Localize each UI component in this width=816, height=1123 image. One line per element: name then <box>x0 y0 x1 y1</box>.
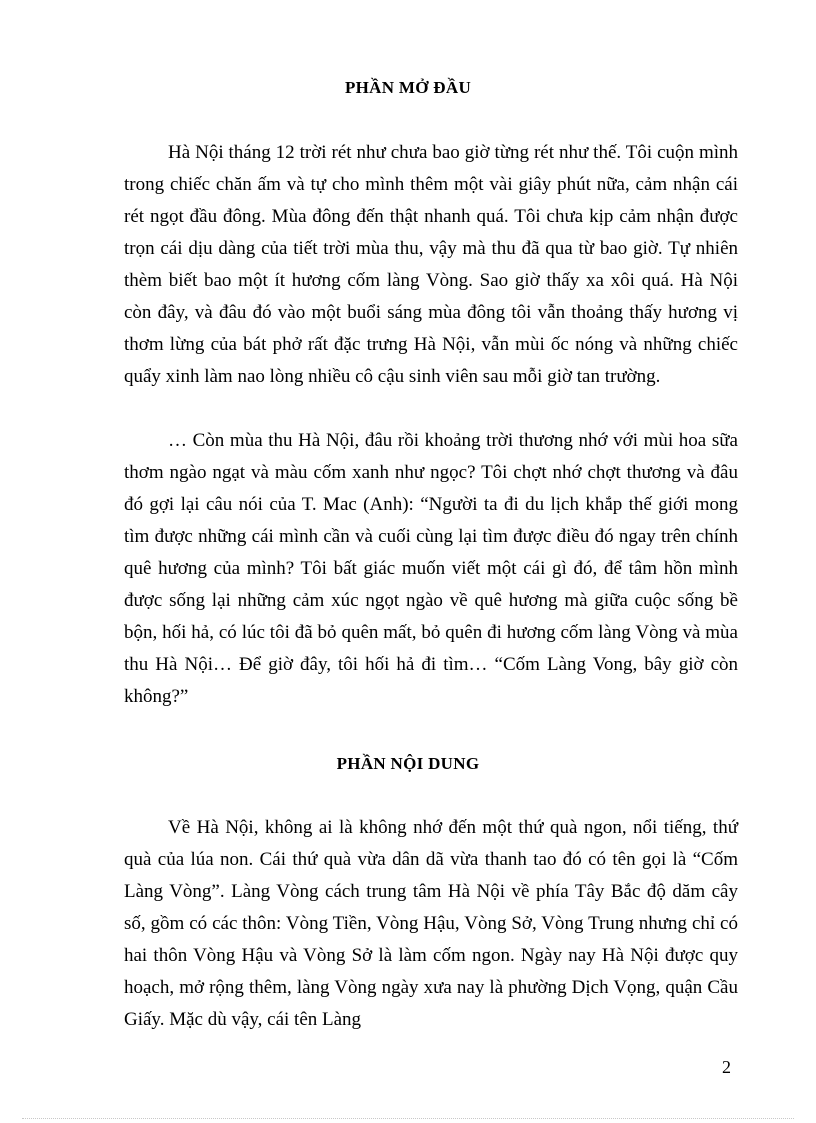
intro-paragraph-1: Hà Nội tháng 12 trời rét như chưa bao giờ từng rét như thế. Tôi cuộn mình trong chiếc chăn ấm và tự cho mình thêm một vài giây phút nữa, cảm nhận cái rét ngọt đầu đông. Mùa đông đến thật nhanh quá. Tôi chưa kịp cảm nhận được trọn cái dịu dàng của tiết trời mùa thu, vậy mà thu đã qua từ bao giờ. Tự nhiên thèm biết bao một ít hương cốm làng Vòng. Sao giờ thấy xa xôi quá. Hà Nội còn đây, và đâu đó vào một buổi sáng mùa đông tôi vẫn thoảng thấy hương vị thơm lừng của bát phở rất đặc trưng Hà Nội, vẫn mùi ốc nóng và những chiếc quẩy xinh làm nao lòng nhiều cô cậu sinh viên sau mỗi giờ tan trường. <box>124 142 738 387</box>
content-paragraph-1: Về Hà Nội, không ai là không nhớ đến một thứ quà ngon, nổi tiếng, thứ quà của lúa non. Cái thứ quà vừa dân dã vừa thanh tao đó có tên gọi là “Cốm Làng Vòng”. Làng Vòng cách trung tâm Hà Nội về phía Tây Bắc độ dăm cây số, gồm có các thôn: Vòng Tiền, Vòng Hậu, Vòng Sở, Vòng Trung nhưng chỉ có hai thôn Vòng Hậu và Vòng Sở là làm cốm ngon. Ngày nay Hà Nội được quy hoạch, mở rộng thêm, làng Vòng ngày xưa nay là phường Dịch Vọng, quận Cầu Giấy. Mặc dù vậy, cái tên Làng <box>124 817 738 1030</box>
page-bottom-divider <box>22 1118 794 1119</box>
content-heading: PHẦN NỘI DUNG <box>336 754 480 773</box>
intro-paragraph-2: … Còn mùa thu Hà Nội, đâu rồi khoảng trời thương nhớ với mùi hoa sữa thơm ngào ngạt và màu cốm xanh như ngọc? Tôi chợt nhớ chợt thương và đâu đó gợi lại câu nói của T. Mac (Anh): “Người ta đi du lịch khắp thế giới mong tìm được những cái mình cần và cuối cùng lại tìm được điều đó ngay trên chính quê hương của mình? Tôi bất giác muốn viết một cái gì đó, để tâm hồn mình được sống lại những cảm xúc ngọt ngào về quê hương mà giữa cuộc sống bề bộn, hối hả, có lúc tôi đã bỏ quên mất, bỏ quên đi hương cốm làng Vòng và mùa thu Hà Nội… Để giờ đây, tôi hối hả đi tìm… “Cốm Làng Vong, bây giờ còn không?” <box>124 430 738 707</box>
page-number: 2 <box>722 1057 731 1077</box>
intro-heading: PHẦN MỞ ĐẦU <box>344 78 472 97</box>
